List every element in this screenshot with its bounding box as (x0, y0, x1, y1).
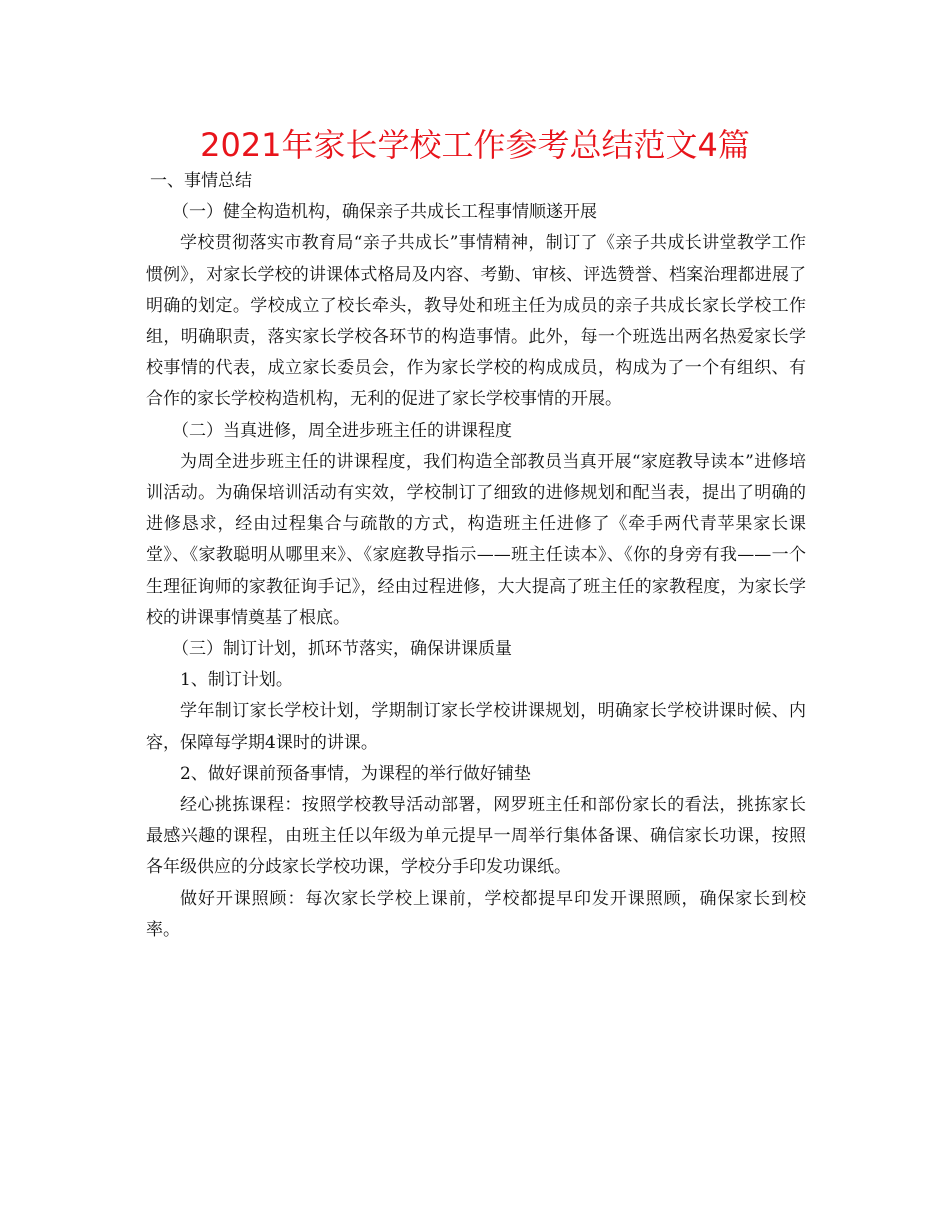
subsection-2-paragraph: 为周全进步班主任的讲课程度，我们构造全部教员当真开展“家庭教导读本”进修培训活动。为确保培训活动有实效，学校制订了细致的进修规划和配当表，提出了明确的进修恳求，经由过程集合与疏散的方式，构造班主任进修了《牵手两代青苹果家长课堂》、《家教聪明从哪里来》、《家庭教导指示——班主任读本》、《你的身旁有我——一个生理征询师的家教征询手记》，经由过程进修，大大提高了班主任的家教程度，为家长学校的讲课事情奠基了根底。 (146, 451, 806, 628)
item-1-paragraph: 学年制订家长学校计划，学期制订家长学校讲课规划，明确家长学校讲课时候、内容，保障每学期4课时的讲课。 (146, 701, 806, 753)
item-1-heading: 1、制订计划。 (180, 670, 293, 691)
item-2-heading: 2、做好课前预备事情，为课程的举行做好铺垫 (180, 763, 531, 784)
document-title: 2021年家长学校工作参考总结范文4篇 (200, 126, 750, 164)
document-body (146, 166, 806, 946)
subsection-1-heading: （一）健全构造机构，确保亲子共成长工程事情顺遂开展 (172, 202, 597, 223)
section-heading: 一、事情总结 (150, 171, 252, 191)
subsection-2-heading: （二）当真进修，周全进步班主任的讲课程度 (172, 420, 512, 441)
item-2-paragraph-2: 做好开课照顾：每次家长学校上课前，学校都提早印发开课照顾，确保家长到校率。 (146, 888, 806, 940)
subsection-1-paragraph: 学校贯彻落实市教育局“亲子共成长”事情精神，制订了《亲子共成长讲堂教学工作惯例》，对家长学校的讲课体式格局及内容、考勤、审核、评选赞誉、档案治理都进展了明确的划定。学校成立了校长牵头，教导处和班主任为成员的亲子共成长家长学校工作组，明确职责，落实家长学校各环节的构造事情。此外，每一个班选出两名热爱家长学校事情的代表，成立家长委员会，作为家长学校的构成成员，构成为了一个有组织、有合作的家长学校构造机构，无利的促进了家长学校事情的开展。 (146, 233, 806, 410)
item-2-paragraph-1: 经心挑拣课程：按照学校教导活动部署，网罗班主任和部份家长的看法，挑拣家长最感兴趣的课程，由班主任以年级为单元提早一周举行集体备课、确信家长功课，按照各年级供应的分歧家长学校功课，学校分手印发功课纸。 (146, 795, 806, 878)
subsection-3-heading: （三）制订计划，抓环节落实，确保讲课质量 (172, 639, 512, 660)
